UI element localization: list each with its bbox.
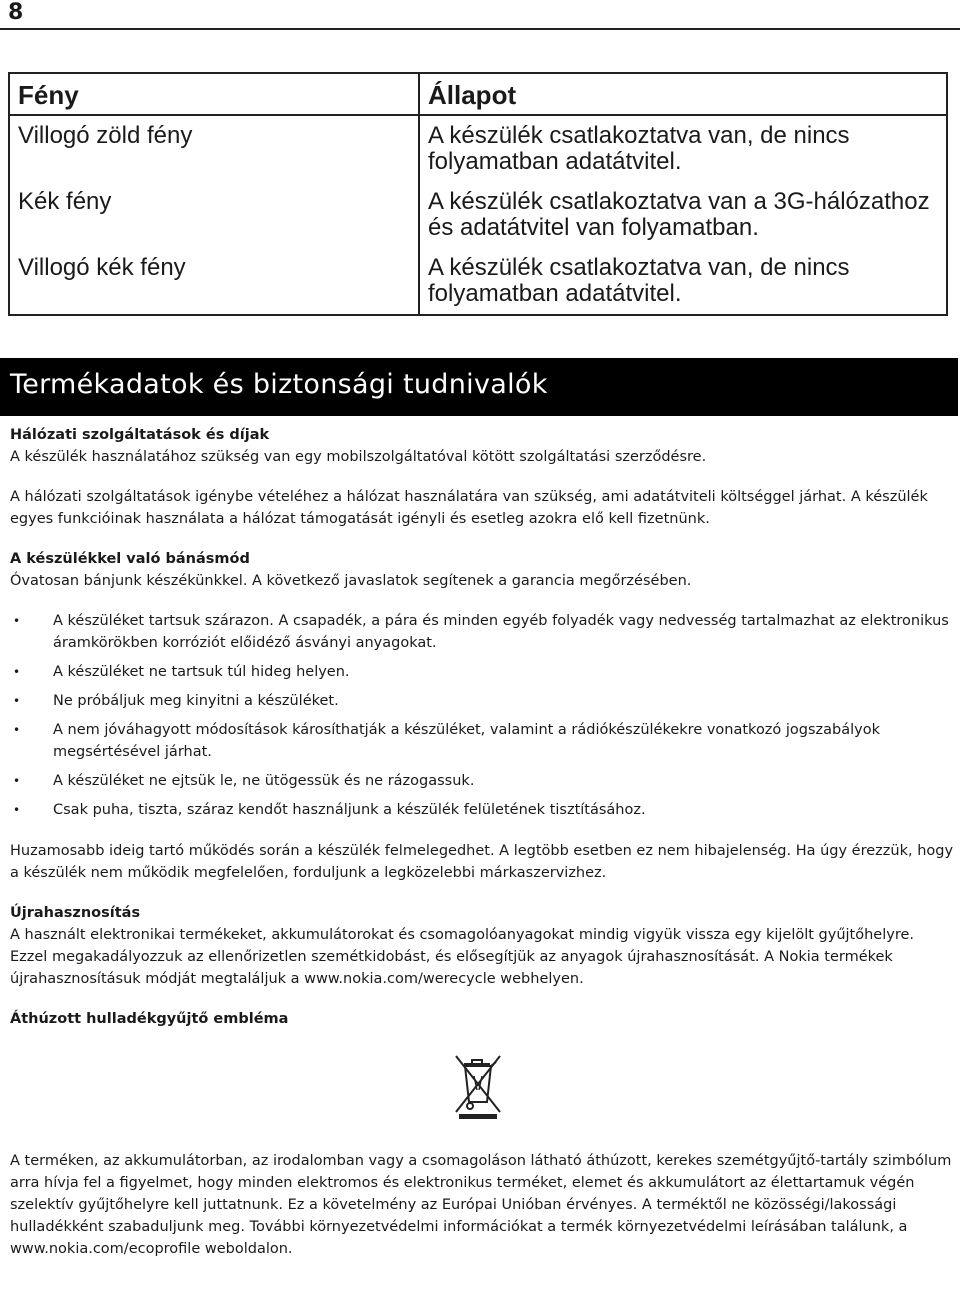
list-item-text: A nem jóváhagyott módosítások károsíthatják a készüléket, valamint a rádiókészülékekre vonatkozó jogszabályok megsértésével járhat. <box>53 722 881 760</box>
bullet-icon: • <box>13 723 21 737</box>
care-heading: A készülékkel való bánásmód <box>10 551 250 567</box>
list-item-text: Csak puha, tiszta, száraz kendőt használjunk a készülék felületének tisztításához. <box>53 802 646 818</box>
light-status-table <box>8 72 948 316</box>
bullet-icon: • <box>13 774 21 788</box>
table-header-row <box>9 73 947 115</box>
weee-symbol-area <box>10 1030 955 1150</box>
network-paragraph-1: A készülék használatához szükség van egy mobilszolgáltatóval kötött szolgáltatási szerződésre. <box>10 449 707 465</box>
column-header-light: Fény <box>9 73 419 115</box>
bullet-icon: • <box>13 694 21 708</box>
care-intro: Óvatosan bánjunk készékünkkel. A következő javaslatok segítenek a garancia megőrzésében. <box>10 573 692 589</box>
light-cell: Villogó zöld fény <box>9 115 419 182</box>
section-title: Termékadatok és biztonsági tudnivalók <box>10 369 548 400</box>
list-item <box>10 799 955 821</box>
recycling-heading: Újrahasznosítás <box>10 905 141 921</box>
list-item-text: A készüléket ne tartsuk túl hideg helyen. <box>53 664 350 680</box>
list-item <box>10 661 955 683</box>
light-cell: Villogó kék fény <box>9 248 419 315</box>
crossed-bin-paragraph: A terméken, az akkumulátorban, az irodalomban vagy a csomagoláson látható áthúzott, kerekes szemétgyűjtő-tartály szimbólum arra hívja fel a figyelmet, hogy minden elektromos és elektronikus terméket, elemet és akkumulátort az élettartamuk végén szelektív gyűjtőhelyre kell juttatnunk. Ez a követelmény az Európai Unióban érvényes. A terméktől ne közösségi/lakossági hulladékként szabaduljunk meg. További környezetvédelmi információkat a termék környezetvédelmi leírásában találunk, a www.nokia.com/ecoprofile weboldalon. <box>10 1153 952 1257</box>
state-cell: A készülék csatlakoztatva van, de nincs folyamatban adatátvitel. <box>419 248 947 315</box>
table-row <box>9 115 947 182</box>
light-cell: Kék fény <box>9 182 419 248</box>
state-cell: A készülék csatlakoztatva van, de nincs folyamatban adatátvitel. <box>419 115 947 182</box>
list-item-text: A készüléket ne ejtsük le, ne ütögessük és ne rázogassuk. <box>53 773 475 789</box>
care-bullet-list <box>10 610 955 821</box>
bullet-icon: • <box>13 614 21 628</box>
bullet-icon: • <box>13 665 21 679</box>
crossed-bin-heading: Áthúzott hulladékgyűjtő embléma <box>10 1011 289 1027</box>
header-rule <box>0 28 960 30</box>
table-row <box>9 182 947 248</box>
section-banner <box>0 358 958 416</box>
list-item <box>10 719 955 763</box>
list-item-text: A készüléket tartsuk szárazon. A csapadék, a pára és minden egyéb folyadék vagy nedvesség tartalmazhat az elektronikus áramkörökben korróziót előidéző ásványi anyagokat. <box>53 613 949 651</box>
network-heading: Hálózati szolgáltatások és díjak <box>10 427 270 443</box>
network-paragraph-2: A hálózati szolgáltatások igénybe vételéhez a hálózat használatára van szükség, ami adatátviteli költséggel járhat. A készülék egyes funkcióinak használata a hálózat támogatását igényli és esetleg azokra elő kell fizetnünk. <box>10 489 928 527</box>
crossed-out-wheelie-bin-icon <box>450 1050 506 1122</box>
care-outro: Huzamosabb ideig tartó működés során a készülék felmelegedhet. A legtöbb esetben ez nem hibajelenség. Ha úgy érezzük, hogy a készülék nem működik megfelelően, forduljunk a legközelebbi márkaszervizhez. <box>10 843 954 881</box>
main-content <box>10 416 955 1260</box>
bullet-icon: • <box>13 803 21 817</box>
table-row <box>9 248 947 315</box>
column-header-state: Állapot <box>419 73 947 115</box>
page-number: 8 <box>8 0 24 25</box>
list-item <box>10 690 955 712</box>
list-item-text: Ne próbáljuk meg kinyitni a készüléket. <box>53 693 339 709</box>
recycling-paragraph: A használt elektronikai termékeket, akkumulátorokat és csomagolóanyagokat mindig vigyük vissza egy kijelölt gyűjtőhelyre. Ezzel megakadályozzuk az ellenőrizetlen szemétkidobást, és elősegítjük az anyagok újrahasznosítását. A Nokia termékek újrahasznosításuk módját megtaláljuk a www.nokia.com/werecycle webhelyen. <box>10 927 915 987</box>
list-item <box>10 610 955 654</box>
state-cell: A készülék csatlakoztatva van a 3G-hálózathoz és adatátvitel van folyamatban. <box>419 182 947 248</box>
list-item <box>10 770 955 792</box>
